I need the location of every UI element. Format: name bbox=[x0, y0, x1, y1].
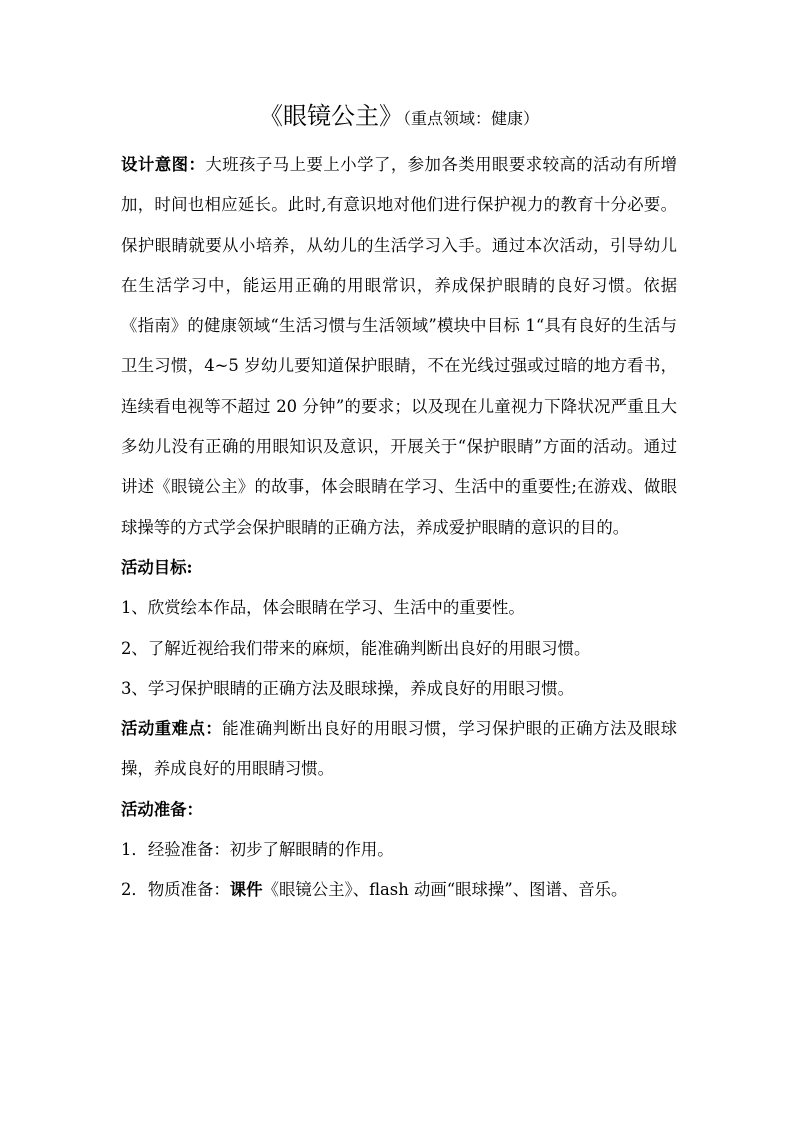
title-subtitle: （重点领域：健康） bbox=[402, 109, 539, 128]
preparation-item-2-bold: 课件 bbox=[229, 880, 263, 900]
goal-item-3: 3、学习保护眼睛的正确方法及眼球操，养成良好的用眼习惯。 bbox=[121, 678, 574, 698]
document-title bbox=[121, 96, 677, 139]
goal-item-1: 1、欣赏绘本作品，体会眼睛在学习、生活中的重要性。 bbox=[121, 598, 525, 618]
preparation-item-2-rest: 《眼镜公主》、flash 动画“眼球操”、图谱、音乐。 bbox=[262, 880, 628, 900]
key-points-text: 能准确判断出良好的用眼习惯，学习保护眼的正确方法及眼球操，养成良好的用眼睛习惯。 bbox=[121, 719, 678, 779]
document-page bbox=[121, 96, 677, 911]
goals-heading: 活动目标: bbox=[121, 557, 193, 577]
preparation-heading: 活动准备： bbox=[121, 799, 203, 819]
preparation-item-1: 1．经验准备：初步了解眼睛的作用。 bbox=[121, 840, 394, 860]
key-points-label: 活动重难点： bbox=[121, 719, 223, 739]
design-intent-label: 设计意图： bbox=[121, 155, 206, 174]
design-intent-text: 大班孩子马上要上小学了，参加各类用眼要求较高的活动有所增加，时间也相应延长。此时,有意识地对他们进行保护视力的教育十分必要。保护眼睛就要从小培养，从幼儿的生活学习入手。通过本次活动，引导幼儿在生活学习中，能运用正确的用眼常识，养成保护眼睛的良好习惯。依据《指南》的健康领域“生活习惯与生活领域”模块中目标 1“具有良好的生活与卫生习惯，4~5 岁幼儿要知道保护眼睛，不在光线过强或过暗的地方看书，连续看电视等不超过 20 分钟”的要求；以及现在儿童视力下降状况严重且大多幼儿没有正确的用眼知识及意识，开展关于“保护眼睛”方面的活动。通过讲述《眼镜公主》的故事，体会眼睛在学习、生活中的重要性;在游戏、做眼球操等的方式学会保护眼睛的正确方法，养成爱护眼睛的意识的目的。 bbox=[121, 155, 678, 537]
preparation-item-2-prefix: 2．物质准备： bbox=[121, 880, 230, 900]
goal-item-2: 2、了解近视给我们带来的麻烦，能准确判断出良好的用眼习惯。 bbox=[121, 638, 591, 658]
design-intent-paragraph bbox=[121, 145, 677, 548]
key-points-paragraph bbox=[121, 709, 677, 790]
title-main: 《眼镜公主》 bbox=[258, 102, 403, 130]
preparation-item-2 bbox=[121, 870, 677, 910]
